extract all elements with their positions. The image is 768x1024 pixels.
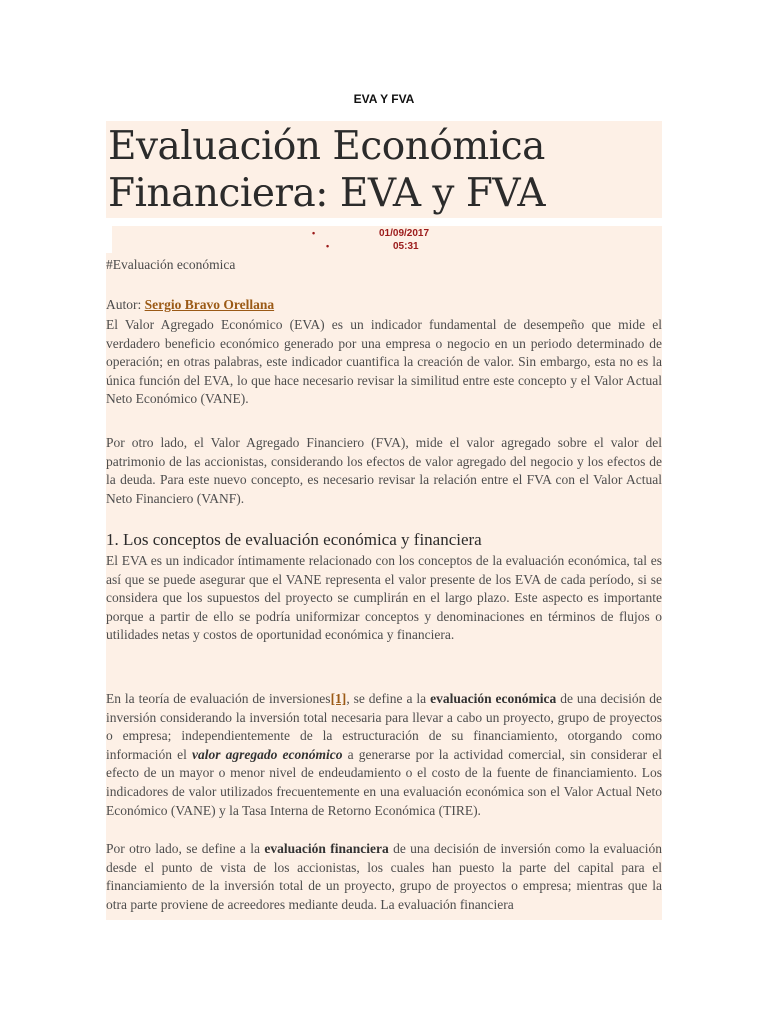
article-hero — [106, 121, 662, 218]
document-title: EVA Y FVA — [353, 92, 415, 106]
paragraph-fva-intro — [106, 434, 662, 508]
bold-term: evaluación financiera — [264, 841, 389, 856]
author-line — [106, 297, 274, 313]
article-meta — [112, 226, 662, 253]
bold-term: evaluación económica — [430, 691, 557, 706]
author-link[interactable]: Sergio Bravo Orellana — [144, 297, 275, 312]
article-title-line-1: Evaluación Económica — [108, 124, 545, 169]
paragraph-text: El EVA es un indicador íntimamente relacionado con los conceptos de la evaluación económica, tal es así que se puede asegurar que el VANE representa el valor presente de los EVA de cada período, si se considera que los supuestos del proyecto se cumplirán en el largo plazo. Este aspecto es importante porque a partir de ello se podría uniformizar conceptos y denominaciones en términos de flujos o utilidades netas y costos de oportunidad económica y financiera. — [106, 553, 662, 643]
bullet-icon: • — [326, 241, 330, 251]
paragraph-text — [106, 690, 662, 820]
bullet-icon: • — [312, 228, 316, 238]
article-tag[interactable]: #Evaluación económica — [106, 257, 236, 272]
paragraph-eva-concepts — [106, 552, 662, 645]
text-span: de una decisión de inversión considerando la inversión total necesaria para llevar a cabo un proyecto, grupo de proyectos o empresa; independientemente de la estructuración de su financiamiento, otorgando como información el — [106, 691, 663, 762]
article-title-line-2: Financiera: EVA y FVA — [108, 171, 546, 216]
paragraph-financial-evaluation — [106, 840, 662, 914]
text-span: , se define a la — [346, 691, 431, 706]
text-span: Por otro lado, se define a la — [106, 841, 265, 856]
text-span: de una decisión de inversión como la evaluación desde el punto de vista de los accionistas, los cuales han puesto la parte del capital para el financiamiento de la inversión total de un proyecto, grupo de proyectos o empresa; mientras que la otra parte proviene de acreedores mediante deuda. La evaluación financiera — [106, 841, 662, 912]
paragraph-economic-evaluation — [106, 690, 662, 820]
footnote-link[interactable]: [1] — [330, 691, 347, 706]
text-span: a generarse por la actividad comercial, sin considerar el efecto de un mayor o menor nivel de endeudamiento o el costo de la fuente de financiamiento. Los indicadores de valor utilizados frecuentemente en una evaluación económica son el Valor Actual Neto Económico (VANE) y la Tasa Interna de Retorno Económica (TIRE). — [106, 746, 662, 818]
author-label: Autor: — [106, 297, 145, 312]
article-body — [106, 253, 662, 920]
meta-date-row — [112, 228, 662, 241]
italic-bold-term: valor agregado económico — [192, 746, 343, 762]
article-title — [106, 121, 662, 217]
section-heading-1: 1. Los conceptos de evaluación económica y financiera — [106, 530, 482, 549]
paragraph-text: Por otro lado, el Valor Agregado Financiero (FVA), mide el valor agregado sobre el valor del patrimonio de las accionistas, considerando los efectos de valor agregado del negocio y los efectos de la deuda. Para este nuevo concepto, es necesario revisar la relación entre el FVA con el Valor Actual Neto Financiero (VANF). — [106, 435, 662, 506]
text-span: En la teoría de evaluación de inversiones — [106, 691, 331, 706]
paragraph-text — [106, 840, 662, 914]
paragraph-eva-intro — [106, 316, 662, 409]
article-time: 05:31 — [393, 241, 419, 252]
article-date: 01/09/2017 — [379, 228, 430, 239]
paragraph-text: El Valor Agregado Económico (EVA) es un indicador fundamental de desempeño que mide el verdadero beneficio económico generado por una empresa o negocio en un periodo determinado de operación; en otras palabras, este indicador cuantifica la creación de valor. Sin embargo, esta no es la única función del EVA, lo que hace necesario revisar la similitud entre este concepto y el Valor Actual Neto Económico (VANE). — [106, 317, 662, 407]
